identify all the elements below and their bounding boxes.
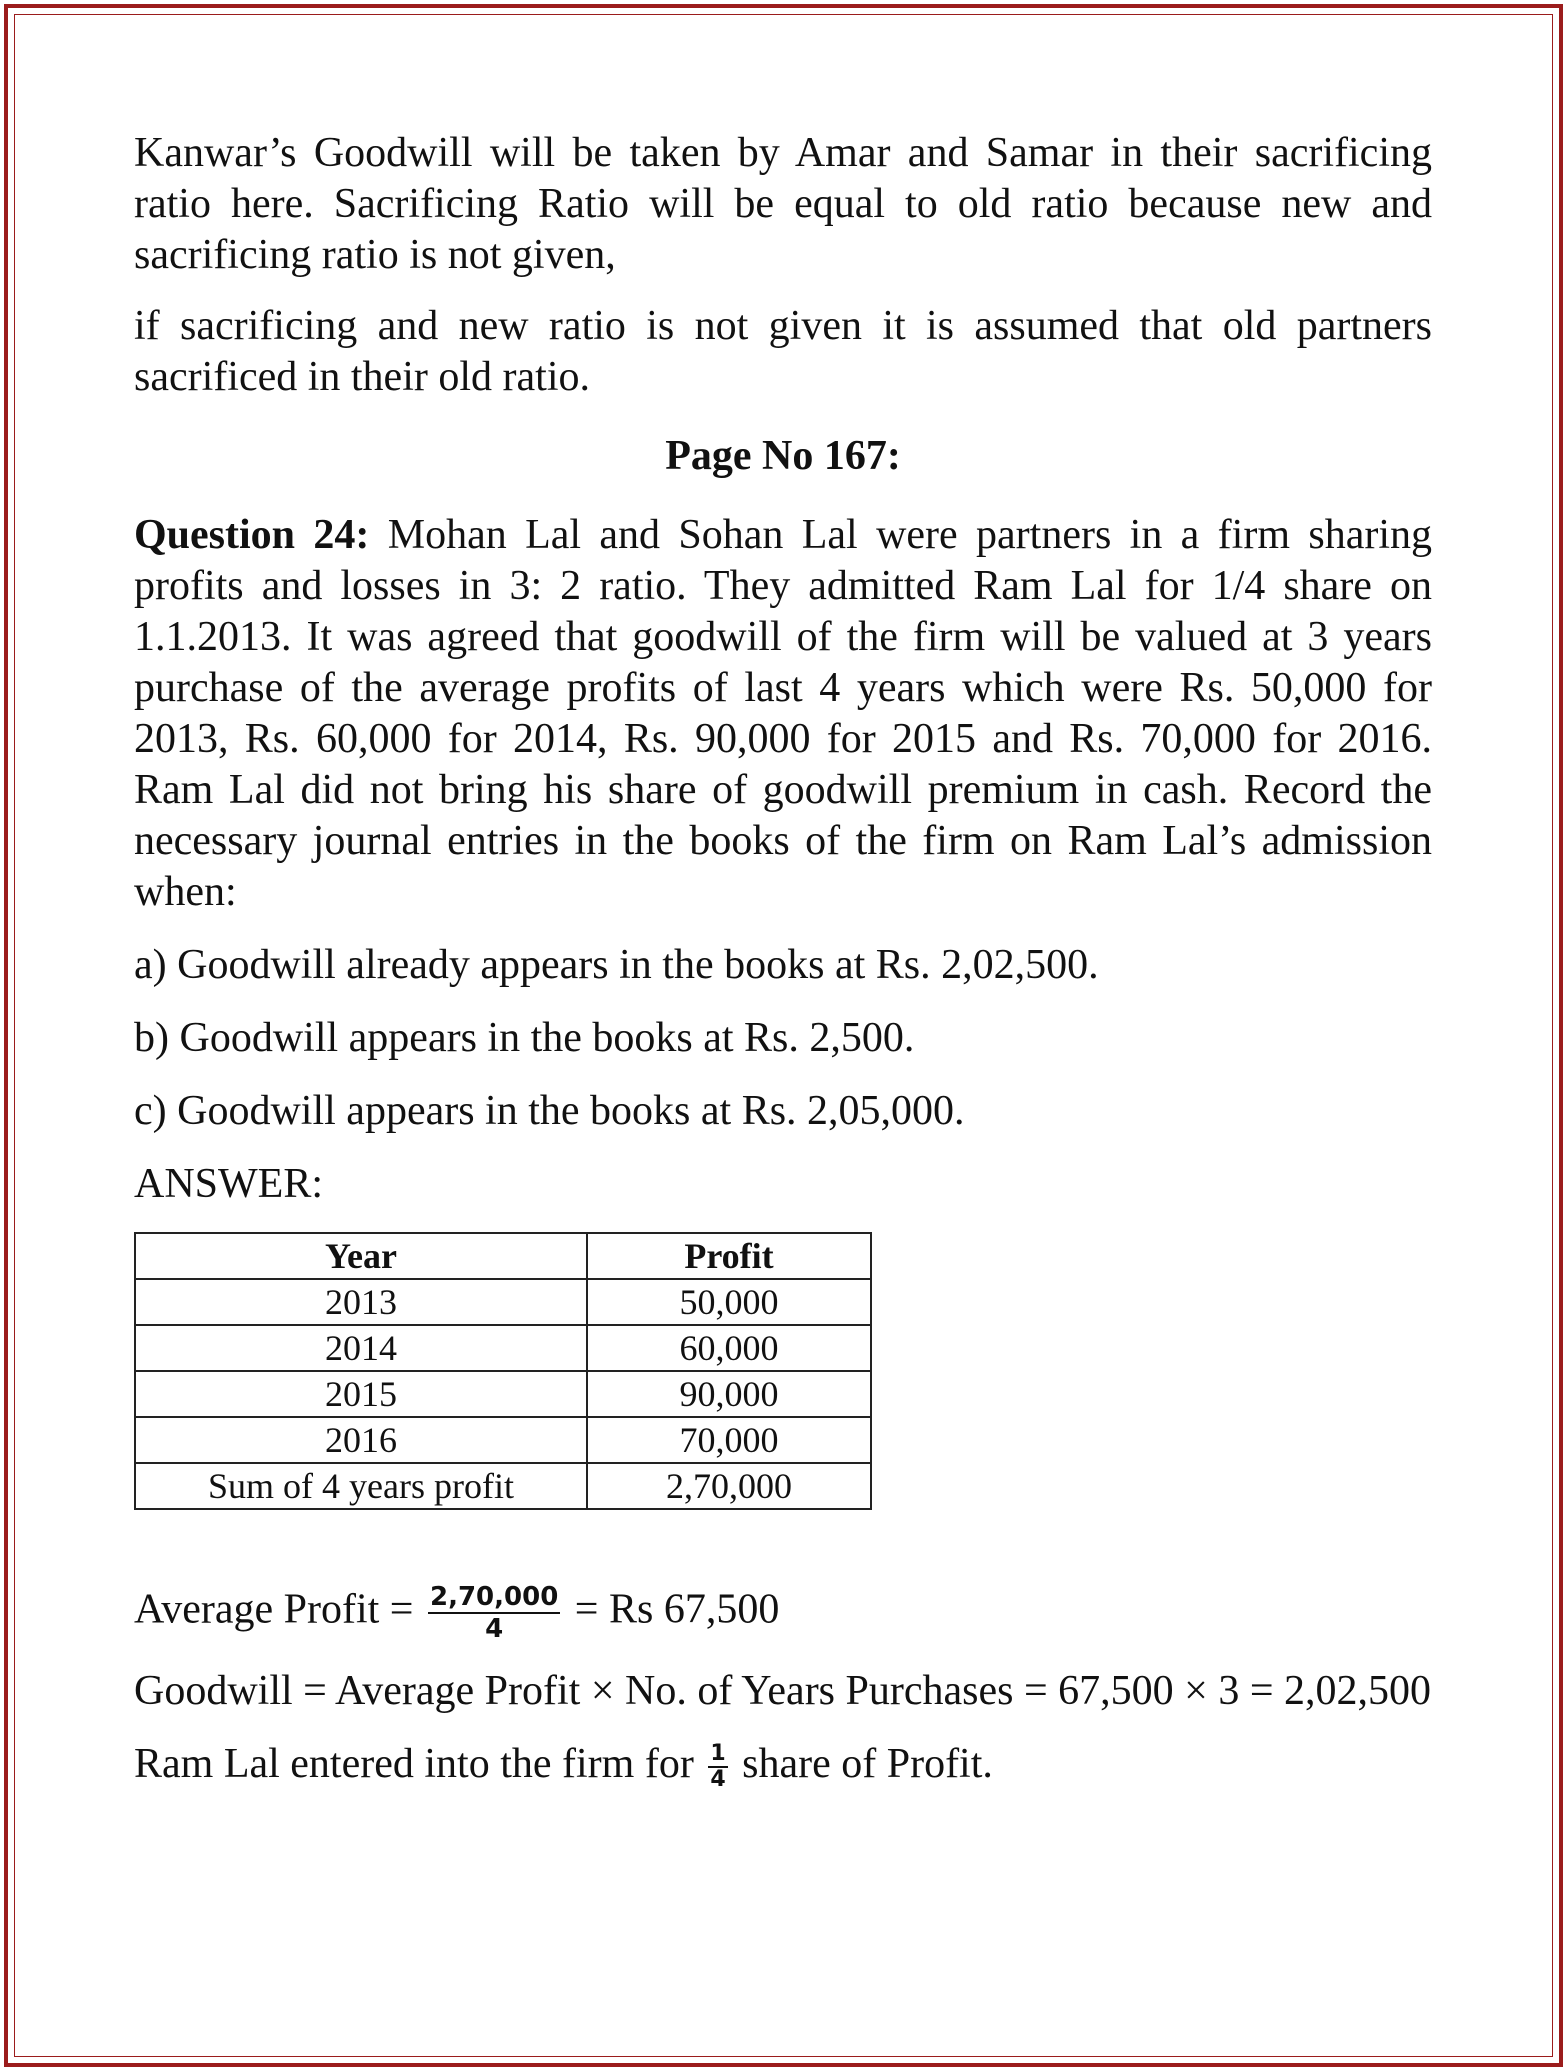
profit-table bbox=[134, 1232, 872, 1510]
table-header-row bbox=[135, 1233, 871, 1279]
table-header-year: Year bbox=[135, 1233, 587, 1279]
table-header-profit: Profit bbox=[587, 1233, 871, 1279]
average-profit-formula bbox=[134, 1582, 1432, 1644]
table-row bbox=[135, 1279, 871, 1325]
page-heading: Page No 167: bbox=[665, 433, 901, 479]
table-cell-year: 2014 bbox=[135, 1325, 587, 1371]
document-body bbox=[134, 128, 1432, 1814]
table-cell-profit: 60,000 bbox=[587, 1325, 871, 1371]
avg-fraction bbox=[428, 1582, 560, 1644]
option-c: c) Goodwill appears in the books at Rs. 2,05,000. bbox=[134, 1088, 965, 1134]
share-fraction bbox=[708, 1742, 727, 1792]
question-paragraph bbox=[134, 510, 1432, 918]
avg-denominator: 4 bbox=[485, 1614, 504, 1644]
option-b: b) Goodwill appears in the books at Rs. 2,500. bbox=[134, 1015, 915, 1061]
table-cell-total-value: 2,70,000 bbox=[587, 1463, 871, 1509]
table-cell-profit: 50,000 bbox=[587, 1279, 871, 1325]
avg-suffix: = Rs 67,500 bbox=[564, 1586, 780, 1633]
question-label: Question 24: bbox=[134, 512, 370, 558]
table-row bbox=[135, 1371, 871, 1417]
avg-numerator: 2,70,000 bbox=[429, 1582, 559, 1612]
table-total-row bbox=[135, 1463, 871, 1509]
goodwill-formula: Goodwill = Average Profit × No. of Years Purchases = 67,500 × 3 = 2,02,500 bbox=[134, 1668, 1432, 1714]
intro-paragraph-2: if sacrificing and new ratio is not given it is assumed that old partners sacrificed in their old ratio. bbox=[134, 303, 1432, 400]
question-text: Mohan Lal and Sohan Lal were partners in a firm sharing profits and losses in 3: 2 ratio. They admitted Ram Lal for 1/4 share on 1.1.2013. It was agreed that goodwill of the firm will be valued at 3 years purchase of the average profits of last 4 years which were Rs. 50,000 for 2013, Rs. 60,000 for 2014, Rs. 90,000 for 2015 and Rs. 70,000 for 2016. Ram Lal did not bring his share of goodwill premium in cash. Record the necessary journal entries in the books of the firm on Ram Lal’s admission when: bbox=[134, 512, 1432, 915]
table-cell-total-label: Sum of 4 years profit bbox=[135, 1463, 587, 1509]
share-prefix: Ram Lal entered into the firm for bbox=[134, 1741, 705, 1787]
table-cell-profit: 70,000 bbox=[587, 1417, 871, 1463]
table-row bbox=[135, 1325, 871, 1371]
share-statement bbox=[134, 1739, 1432, 1792]
share-suffix: share of Profit. bbox=[731, 1741, 993, 1787]
table-cell-year: 2013 bbox=[135, 1279, 587, 1325]
answer-label: ANSWER: bbox=[134, 1161, 323, 1207]
table-row bbox=[135, 1417, 871, 1463]
option-a: a) Goodwill already appears in the books at Rs. 2,02,500. bbox=[134, 942, 1099, 988]
intro-paragraph-1: Kanwar’s Goodwill will be taken by Amar and Samar in their sacrificing ratio here. Sacrificing Ratio will be equal to old ratio because new and sacrificing ratio is not given, bbox=[134, 130, 1432, 278]
share-numerator: 1 bbox=[710, 1741, 726, 1767]
table-cell-profit: 90,000 bbox=[587, 1371, 871, 1417]
formula-block bbox=[134, 1582, 1432, 1792]
table-cell-year: 2015 bbox=[135, 1371, 587, 1417]
table-cell-year: 2016 bbox=[135, 1417, 587, 1463]
share-denominator: 4 bbox=[710, 1767, 726, 1793]
avg-prefix: Average Profit = bbox=[134, 1586, 424, 1633]
